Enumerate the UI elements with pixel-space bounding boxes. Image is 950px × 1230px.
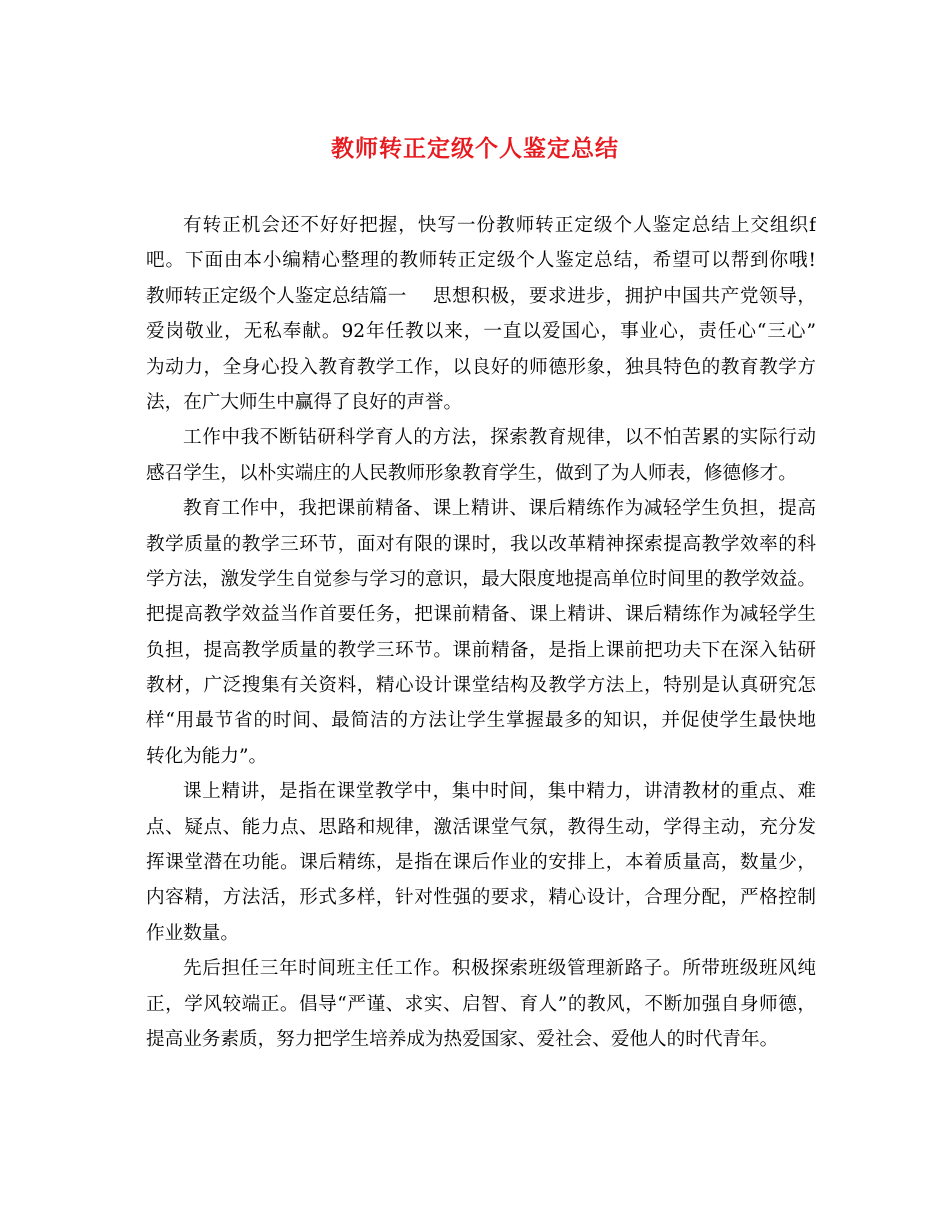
line-text: 正，学风较端正。倡导“严谨、求实、启智、育人”的教风，不断加强自身师德， (146, 993, 816, 1015)
text-line (146, 314, 816, 349)
line-text: 挥课堂潜在功能。课后精练，是指在课后作业的安排上，本着质量高，数量少， (146, 852, 816, 874)
text-line (146, 774, 816, 809)
text-line (146, 243, 816, 278)
text-line (146, 951, 816, 986)
line-text: 爱岗敬业，无私奉献。92年任教以来，一直以爱国心，事业心，责任心“三心” (146, 321, 816, 343)
line-text: 负担，提高教学质量的教学三环节。课前精备，是指上课前把功夫下在深入钻研 (146, 639, 816, 661)
line-text: 有转正机会还不好好把握，快写一份教师转正定级个人鉴定总结上交组织f (183, 215, 816, 236)
line-text: 教学质量的教学三环节，面对有限的课时，我以改革精神探索提高教学效率的科 (146, 533, 816, 555)
line-text: 吧。下面由本小编精心整理的教师转正定级个人鉴定总结，希望可以帮到你哦! (146, 250, 816, 272)
text-line (146, 456, 816, 491)
line-text: 为动力，全身心投入教育教学工作，以良好的师德形象，独具特色的教育教学方 (146, 356, 816, 378)
text-line (146, 633, 816, 668)
line-text: 样“用最节省的时间、最简洁的方法让学生掌握最多的知识，并促使学生最快地 (146, 710, 816, 732)
text-line (146, 703, 816, 738)
text-line (146, 845, 816, 880)
line-text: 思想积极，要求进步，拥护中国共产党领导， (432, 285, 816, 307)
line-text: 课上精讲，是指在课堂教学中，集中时间，集中精力，讲清教材的重点、难 (183, 781, 816, 803)
text-line (146, 350, 816, 385)
line-text: 转化为能力”。 (146, 745, 268, 767)
text-line (146, 739, 816, 774)
text-line (146, 916, 816, 951)
text-line (146, 420, 816, 455)
page-title: 教师转正定级个人鉴定总结 (331, 136, 619, 162)
text-line (146, 668, 816, 703)
line-text: 教育工作中，我把课前精备、课上精讲、课后精练作为减轻学生负担，提高 (183, 498, 816, 520)
line-text: 工作中我不断钻研科学育人的方法，探索教育规律，以不怕苦累的实际行动 (183, 427, 816, 449)
text-line (146, 880, 816, 915)
text-line (146, 987, 816, 1022)
line-text: 作业数量。 (146, 922, 239, 944)
text-line (146, 562, 816, 597)
line-text: 先后担任三年时间班主任工作。积极探索班级管理新路子。所带班级班风纯 (183, 958, 816, 980)
line-text: 教材，广泛搜集有关资料，精心设计课堂结构及教学方法上，特别是认真研究怎 (146, 675, 816, 697)
text-line (146, 1022, 816, 1057)
text-line (146, 385, 816, 420)
line-text: 学方法，激发学生自觉参与学习的意识，最大限度地提高单位时间里的教学效益。 (146, 568, 816, 590)
line-text: 感召学生，以朴实端庄的人民教师形象教育学生，做到了为人师表，修德修才。 (146, 462, 797, 484)
text-line (146, 810, 816, 845)
text-line (146, 527, 816, 562)
text-line (146, 208, 816, 243)
line-text: 点、疑点、能力点、思路和规律，激活课堂气氛，教得生动，学得主动，充分发 (146, 816, 816, 838)
document-body (146, 208, 816, 1057)
line-text: 提高业务素质，努力把学生培养成为热爱国家、爱社会、爱他人的时代青年。 (146, 1028, 779, 1050)
text-line (146, 491, 816, 526)
line-text: 内容精，方法活，形式多样，针对性强的要求，精心设计，合理分配，严格控制 (146, 887, 816, 909)
text-line (146, 279, 816, 314)
line-text: 法，在广大师生中赢得了良好的声誉。 (146, 391, 463, 413)
section-heading: 教师转正定级个人鉴定总结篇一 (146, 285, 407, 307)
line-text: 把提高教学效益当作首要任务，把课前精备、课上精讲、课后精练作为减轻学生 (146, 604, 816, 626)
text-line (146, 597, 816, 632)
